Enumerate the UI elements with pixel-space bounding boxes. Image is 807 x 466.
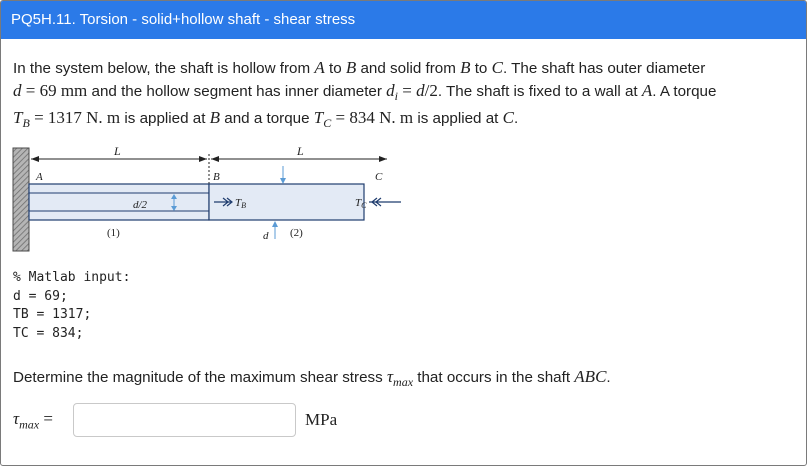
text-fragment: and solid from — [356, 60, 461, 77]
code-line: % Matlab input: — [13, 270, 131, 285]
math-B: B — [460, 58, 471, 77]
math-T-sub: C — [323, 116, 332, 131]
dim-arrowhead-icon — [199, 156, 207, 162]
math-tau: τ — [13, 409, 20, 428]
fixed-wall — [13, 148, 29, 251]
math-d: d — [416, 81, 425, 100]
text-fragment: and a torque — [220, 110, 314, 128]
math-T-sub: B — [22, 116, 30, 131]
math-A: A — [314, 58, 325, 77]
text-fragment: is applied at — [120, 110, 210, 128]
question-text — [13, 367, 611, 390]
math-tau: τ — [386, 367, 394, 386]
label-TC: TC — [355, 197, 367, 210]
dim-arrowhead-icon — [379, 156, 387, 162]
math-C: C — [502, 108, 514, 128]
math-tau-sub: max — [19, 417, 40, 432]
dim-arrowhead-icon — [31, 156, 39, 162]
problem-line-1 — [13, 57, 798, 80]
label-d: d — [263, 230, 269, 242]
math-eq: = — [39, 409, 53, 428]
math-d: d — [13, 81, 22, 100]
math-di-sub: i — [394, 89, 399, 104]
text-fragment: to — [470, 60, 492, 77]
matlab-input-block — [13, 269, 130, 343]
label-d-half: d/2 — [133, 199, 148, 211]
text-fragment: to — [324, 60, 346, 77]
text-fragment: . — [606, 369, 611, 386]
math-half: /2 — [424, 81, 438, 100]
math-tau-sub: max — [393, 375, 414, 390]
label-segment-1: (1) — [107, 227, 120, 239]
label-B: B — [213, 171, 220, 183]
hollow-segment-1 — [29, 184, 209, 220]
arrow-up-icon — [272, 221, 278, 227]
text-fragment: In the system below, the shaft is hollow from — [13, 60, 315, 77]
label-L1: L — [114, 144, 121, 158]
math-A: A — [641, 81, 653, 100]
answer-row — [13, 403, 413, 437]
problem-header — [1, 1, 807, 39]
math-di: d — [386, 81, 395, 100]
math-B: B — [345, 58, 357, 77]
math-T: T — [313, 108, 324, 128]
math-d-value: = 69 mm — [21, 81, 88, 100]
text-fragment: is applied at — [413, 110, 503, 128]
math-T: T — [13, 108, 23, 128]
math-C: C — [491, 58, 503, 77]
text-fragment: and the hollow segment has inner diameter — [87, 83, 387, 100]
text-fragment: . The shaft has outer diameter — [502, 60, 706, 77]
code-line: d = 69; — [13, 288, 68, 304]
text-fragment: . A torque — [652, 83, 717, 100]
problem-line-2 — [13, 80, 798, 107]
math-ABC: ABC — [574, 367, 607, 386]
label-TB: TB — [235, 197, 247, 210]
text-fragment: . The shaft is fixed to a wall at — [437, 83, 642, 100]
text-fragment: that occurs in the shaft — [413, 369, 575, 386]
dim-arrowhead-icon — [211, 156, 219, 162]
arrow-down-icon — [280, 178, 286, 184]
math-B: B — [209, 108, 221, 128]
problem-statement — [13, 57, 798, 134]
math-TB-value: = 1317 N. m — [29, 108, 121, 128]
code-line: TC = 834; — [13, 325, 84, 341]
text-fragment: . — [513, 110, 519, 128]
problem-line-3 — [13, 107, 798, 134]
answer-input[interactable] — [73, 403, 296, 437]
shaft-diagram — [9, 144, 409, 256]
text-fragment: Determine the magnitude of the maximum shear stress — [13, 369, 387, 386]
problem-title: PQ5H.11. Torsion - solid+hollow shaft - shear stress — [11, 11, 356, 28]
code-line: TB = 1317; — [13, 307, 92, 323]
math-eq: = — [398, 81, 417, 100]
label-segment-2: (2) — [290, 227, 303, 239]
label-A: A — [36, 171, 43, 183]
answer-label — [13, 409, 53, 432]
label-L2: L — [297, 144, 304, 158]
label-C: C — [375, 171, 383, 183]
math-TC-value: = 834 N. m — [331, 108, 414, 128]
answer-unit: MPa — [305, 410, 338, 429]
